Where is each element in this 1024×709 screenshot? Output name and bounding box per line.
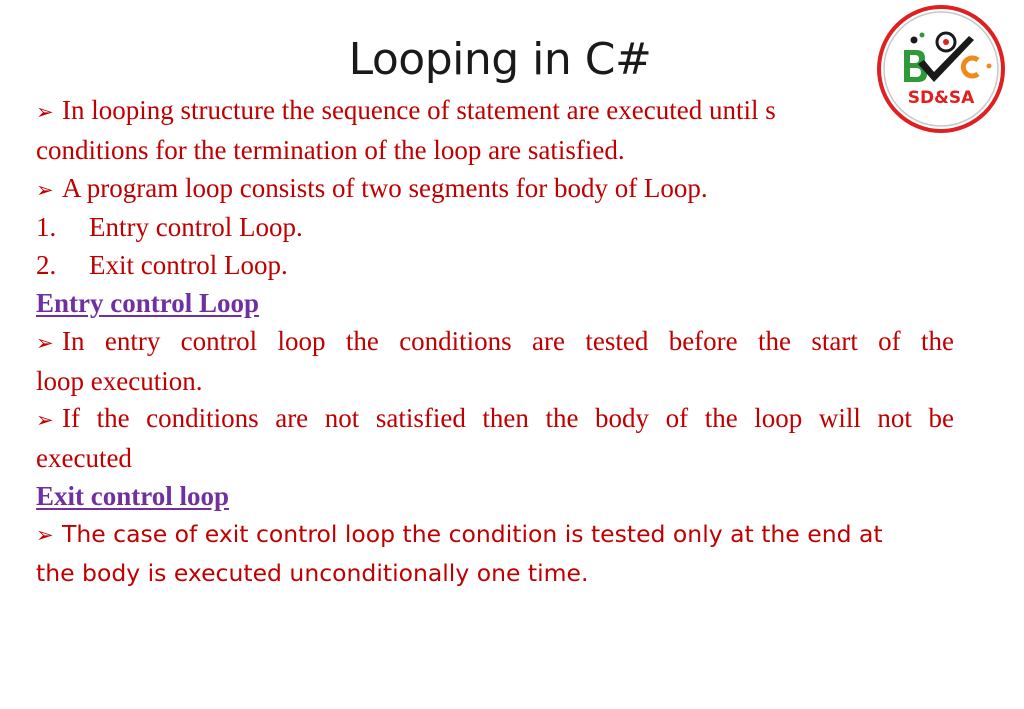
bullet-2	[36, 170, 954, 210]
slide-body	[36, 92, 954, 592]
entry-bullet-1	[36, 323, 954, 363]
bullet-text: A program loop consists of two segments for body of Loop.	[62, 172, 708, 203]
section-heading-entry: Entry control Loop	[36, 287, 260, 318]
bullet-arrow-icon: ➢	[36, 522, 54, 547]
exit-bullet-1	[36, 516, 954, 555]
slide-title: Looping in C#	[348, 34, 652, 85]
bullet-text: In looping structure the sequence of statement are executed until s	[62, 95, 776, 125]
bullet-1	[36, 92, 954, 132]
bullet-arrow-icon: ➢	[36, 408, 54, 433]
bullet-1-continuation: conditions for the termination of the loop are satisfied.	[36, 134, 625, 165]
bullet-text: In entry control loop the conditions are tested before the start of the	[62, 325, 954, 356]
bullet-arrow-icon: ➢	[36, 100, 54, 124]
entry-bullet-2-continuation: executed	[36, 443, 132, 474]
bullet-text: If the conditions are not satisfied then the body of the loop will not be	[62, 403, 954, 434]
numbered-item-1	[36, 209, 954, 247]
numbered-item-2	[36, 247, 954, 285]
bullet-arrow-icon: ➢	[36, 177, 54, 202]
bullet-text: The case of exit control loop the condition is tested only at the end at	[62, 519, 883, 548]
logo-text: SD&SA	[907, 88, 975, 108]
entry-bullet-1-continuation: loop execution.	[36, 365, 203, 396]
exit-bullet-1-continuation: the body is executed unconditionally one time.	[36, 558, 589, 587]
item-text: Entry control Loop.	[89, 212, 303, 243]
section-heading-exit: Exit control loop	[36, 480, 230, 511]
item-number: 1.	[36, 212, 57, 243]
entry-bullet-2	[36, 400, 954, 440]
item-text: Exit control Loop.	[89, 250, 288, 281]
bullet-arrow-icon: ➢	[36, 330, 54, 355]
item-number: 2.	[36, 250, 57, 281]
